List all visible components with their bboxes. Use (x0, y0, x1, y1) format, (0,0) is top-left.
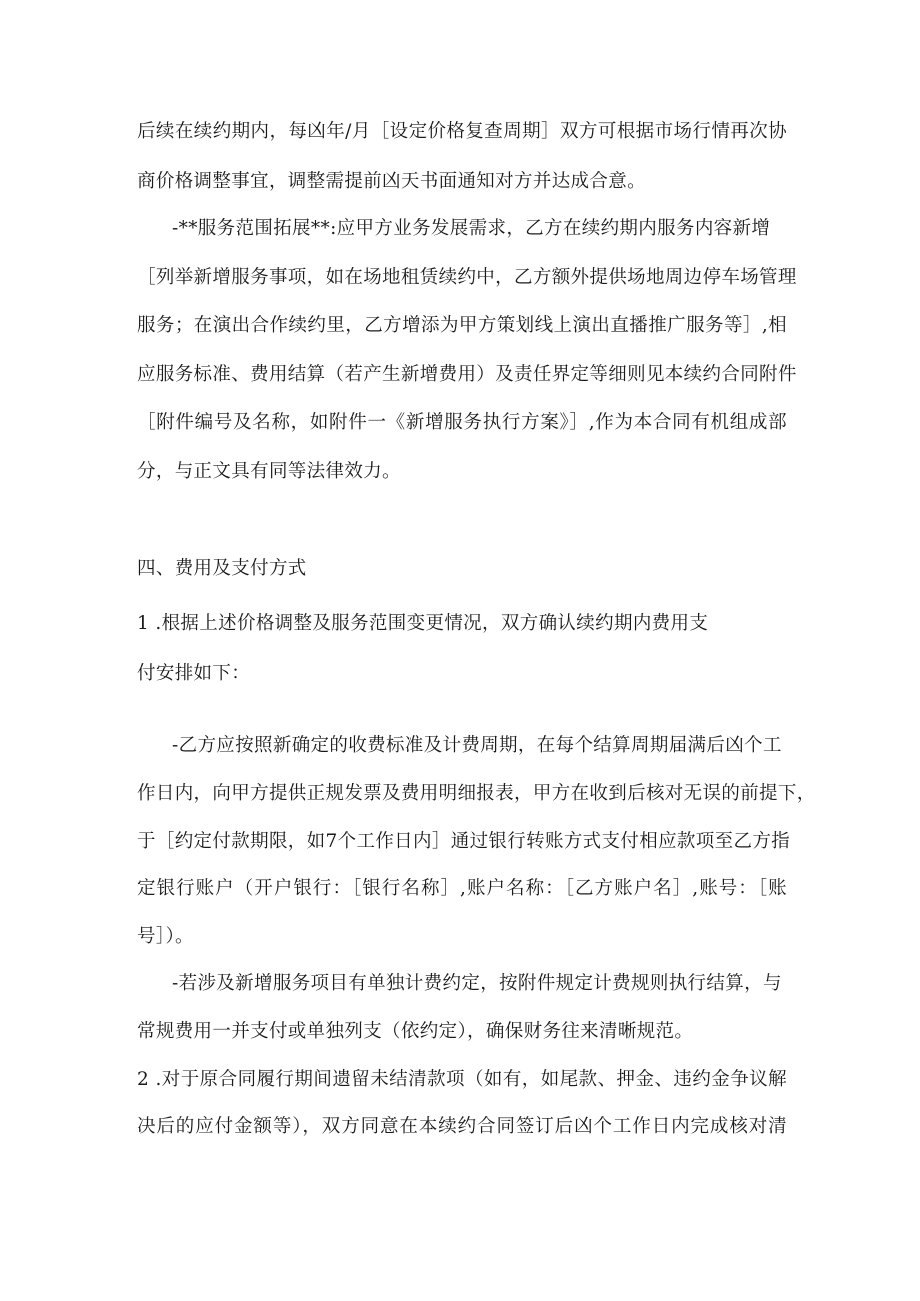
section-heading: 四、费用及支付方式 (137, 558, 307, 579)
paragraph-line: 后续在续约期内，每凶年/月［设定价格复查周期］双方可根据市场行情再次协 (137, 121, 787, 142)
paragraph-line: 分，与正文具有同等法律效力。 (137, 461, 401, 482)
paragraph-line: 1 .根据上述价格调整及服务范围变更情况，双方确认续约期内费用支 (137, 613, 709, 634)
paragraph-line: -乙方应按照新确定的收费标准及计费周期，在每个结算周期届满后凶个工 (172, 735, 782, 756)
paragraph-line: 决后的应付金额等），双方同意在本续约合同签订后凶个工作日内完成核对清 (137, 1116, 787, 1137)
paragraph-line: ［列举新增服务事项，如在场地租赁续约中，乙方额外提供场地周边停车场管理 (137, 267, 797, 288)
paragraph-line: 付安排如下： (137, 663, 251, 684)
paragraph-line: -若涉及新增服务项目有单独计费约定，按附件规定计费规则执行结算，与 (172, 973, 782, 994)
paragraph-line: 服务；在演出合作续约里，乙方增添为甲方策划线上演出直播推广服务等］,相 (137, 315, 787, 336)
paragraph-line: 常规费用一并支付或单独列支（依约定），确保财务往来清晰规范。 (137, 1021, 694, 1042)
paragraph-line: 于［约定付款期限，如7个工作日内］通过银行转账方式支付相应款项至乙方指 (137, 831, 791, 852)
paragraph-line: 2 .对于原合同履行期间遗留未结清款项（如有，如尾款、押金、违约金争议解 (137, 1069, 787, 1090)
paragraph-line: 作日内，向甲方提供正规发票及费用明细报表，甲方在收到后核对无误的前提下， (137, 783, 816, 804)
paragraph-line: -**服务范围拓展**:应甲方业务发展需求，乙方在续约期内服务内容新增 (172, 218, 771, 239)
paragraph-line: 号］）。 (137, 926, 194, 947)
paragraph-line: ［附件编号及名称，如附件一《新增服务执行方案》］,作为本合同有机组成部 (137, 412, 787, 433)
paragraph-line: 应服务标准、费用结算（若产生新增费用）及责任界定等细则见本续约合同附件 (137, 364, 797, 385)
paragraph-line: 商价格调整事宜，调整需提前凶天书面通知对方并达成合意。 (137, 171, 646, 192)
paragraph-line: 定银行账户（开户银行：［银行名称］,账户名称：［乙方账户名］,账号：［账 (137, 878, 787, 899)
